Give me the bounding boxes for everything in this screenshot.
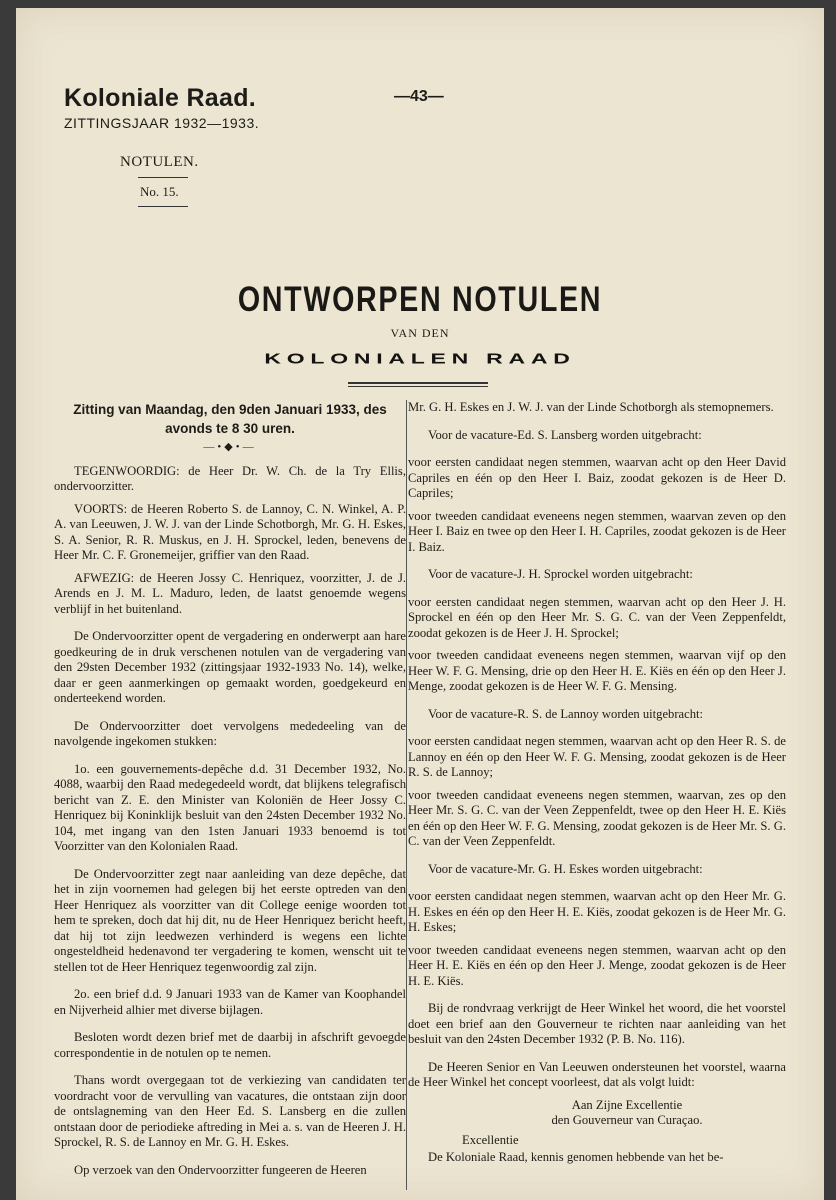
paragraph: Bij de rondvraag verkrijgt de Heer Winkel het woord, die het voorstel doet een brief aan den Gouverneur te richten naar aanleiding van het besluit van den 24sten December 1932 (P. B. No. 116). — [408, 1001, 786, 1046]
header-block — [64, 84, 259, 131]
paragraph: 2o. een brief d.d. 9 Januari 1933 van de Kamer van Koophandel en Nijverheid alhier met diverse bijlagen. — [54, 987, 406, 1017]
letter-salutation: Aan Zijne Excellentie — [571, 1097, 683, 1112]
council-title: KOLONIALEN RAAD — [264, 350, 576, 368]
paragraph: Besloten wordt dezen brief met de daarbij in afschrift gevoegde correspondentie in de notulen op te nemen. — [54, 1030, 406, 1060]
paragraph: Voor de vacature-Mr. G. H. Eskes worden uitgebracht: — [428, 861, 703, 876]
paragraph: voor eersten candidaat negen stemmen, waarvan acht op den Heer J. H. Sprockel en één op den Heer Mr. S. G. C. van der Veen Zeppenfeldt, zoodat gekozen is de Heer J. H. Sprockel; — [408, 594, 786, 640]
paragraph: 1o. een gouvernements-depêche d.d. 31 December 1932, No. 4088, waarbij den Raad medegedeeld wordt, dat blijkens telegrafisch bericht van Z. E. den Minister van Koloniën de Heer Jossy C. Henriquez bij Koninklijk besluit van den 24sten December 1932 No. 104, met ingang van den 1sten Januari 1933 benoemd is tot Voorzitter van den Kolonialen Raad. — [54, 761, 406, 853]
right-column — [408, 400, 786, 1173]
paragraph: De Ondervoorzitter opent de vergadering en onderwerpt aan hare goedkeuring de in druk verschenen notulen van de vergadering van den 29sten December 1932 (zittingsjaar 1932-1933 No. 14), welke, daar er geen aanmerkingen op gemaakt worden, goedgekeurd en onderteekend worden. — [54, 629, 406, 705]
paragraph: voor tweeden candidaat eveneens negen stemmen, waarvan zeven op den Heer I. Baiz en twee op den Heer I. H. Capriles, zoodat gekozen is de Heer I. Baiz. — [408, 508, 787, 554]
paragraph: Op verzoek van den Ondervoorzitter fungeeren de Heeren — [74, 1162, 367, 1177]
main-title: ONTWORPEN NOTULEN — [237, 280, 603, 319]
document-page — [16, 8, 824, 1200]
column-divider — [406, 400, 407, 1190]
paragraph: De Ondervoorzitter doet vervolgens mededeeling van de navolgende ingekomen stukken: — [54, 718, 406, 748]
paragraph: voor tweeden candidaat eveneens negen stemmen, waarvan acht op den Heer H. E. Kiës en één op den Heer J. Menge, zoodat gekozen is de Heer H. E. Kiës. — [408, 942, 786, 988]
paragraph: De Koloniale Raad, kennis genomen hebbende van het be- — [428, 1150, 724, 1164]
issue-number: No. 15. — [140, 184, 179, 199]
double-rule — [348, 382, 488, 387]
paragraph: Voor de vacature-Ed. S. Lansberg worden uitgebracht: — [428, 427, 702, 442]
paragraph: TEGENWOORDIG: de Heer Dr. W. Ch. de la Try Ellis, ondervoorzitter. — [54, 463, 406, 493]
left-column — [54, 400, 406, 1185]
divider — [138, 177, 188, 178]
paragraph: De Heeren Senior en Van Leeuwen ondersteunen het voorstel, waarna de Heer Winkel het concept voorleest, dat als volgt luidt: — [408, 1059, 786, 1089]
session-year: ZITTINGSJAAR 1932—1933. — [64, 115, 260, 131]
paragraph: voor eersten candidaat negen stemmen, waarvan acht op den Heer David Capriles en één op den Heer I. Baiz, zoodat gekozen is de Heer D. Capriles; — [408, 455, 786, 500]
subtitle-van-den: VAN DEN — [390, 326, 450, 340]
paragraph: Voor de vacature-J. H. Sprockel worden uitgebracht: — [428, 567, 693, 581]
letter-opening: Excellentie — [462, 1132, 519, 1147]
publication-title: Koloniale Raad. — [64, 84, 257, 112]
paragraph: voor eersten candidaat negen stemmen, waarvan acht op den Heer Mr. G. H. Eskes en één op den Heer H. E. Kiës, zoodat gekozen is de Heer Mr. G. H. Eskes; — [408, 889, 786, 934]
paragraph: Mr. G. H. Eskes en J. W. J. van der Linde Schotborgh als stemopnemers. — [408, 400, 774, 414]
paragraph: voor eersten candidaat negen stemmen, waarvan acht op den Heer R. S. de Lannoy en één op den Heer W. F. G. Mensing, zoodat gekozen is de Heer R. S. de Lannoy; — [408, 734, 786, 779]
divider — [138, 206, 188, 207]
paragraph: Voor de vacature-R. S. de Lannoy worden uitgebracht: — [428, 706, 703, 721]
paragraph: AFWEZIG: de Heeren Jossy C. Henriquez, voorzitter, J. de J. Arends en J. M. L. Maduro, leden, de laatst genoemde wegens verblijf in het buitenland. — [54, 570, 406, 616]
paragraph: De Ondervoorzitter zegt naar aanleiding van deze depêche, dat het in zijn voornemen had gelegen bij het eerste optreden van den Heer Henriquez als voorzitter van dit College eenige woorden tot hem te spreken, doch dat hij dit, nu de Heer Henriquez bericht heeft, dat hij tot zijn leedwezen verhinderd is wegens een lichte ongesteldheid hedenavond ter vergadering te komen, wenscht uit te stellen tot de Heer Henriquez tegenwoordig zal zijn. — [54, 866, 406, 974]
notulen-label: NOTULEN. — [120, 154, 199, 170]
paragraph: voor tweeden candidaat eveneens negen stemmen, waarvan vijf op den Heer W. F. G. Mensing, drie op den Heer H. E. Kiës en één op den Heer J. Menge, zoodat gekozen is de Heer W. F. G. Mensing. — [408, 648, 786, 693]
session-heading: Zitting van Maandag, den 9den Januari 1933, des avonds te 8 30 uren. — [73, 402, 387, 436]
letter-recipient: den Gouverneur van Curaçao. — [551, 1113, 703, 1127]
page-number: —43— — [394, 88, 444, 105]
paragraph: VOORTS: de Heeren Roberto S. de Lannoy, C. N. Winkel, A. P. A. van Leeuwen, J. W. J. van der Linde Schotborgh, Mr. G. H. Eskes, S. A. Senior, R. R. Muskus, en J. H. Sprockel, leden, benevens de Heer Mr. C. F. Gronemeijer, griffier van den Raad. — [54, 501, 406, 562]
paragraph: Thans wordt overgegaan tot de verkiezing van candidaten ter voordracht voor de vervulling van vacatures, die ontstaan zijn door de ontslagneming van den Heer Ed. S. Lansberg en die zullen ontstaan door de periodieke aftreding in Mei a. s. van de Heeren J. H. Sprockel, R. S. de Lannoy en Mr. G. H. Eskes. — [54, 1073, 406, 1149]
ornament: —•◆•— — [203, 441, 257, 453]
paragraph: voor tweeden candidaat eveneens negen stemmen, waarvan, zes op den Heer Mr. S. G. C. van der Veen Zeppenfeldt, twee op den Heer H. E. Kiës en één op den Heer W. F. G. Mensing, zoodat gekozen is de Heer Mr. S. G. C. van der Veen Zeppenfeldt. — [408, 787, 786, 848]
